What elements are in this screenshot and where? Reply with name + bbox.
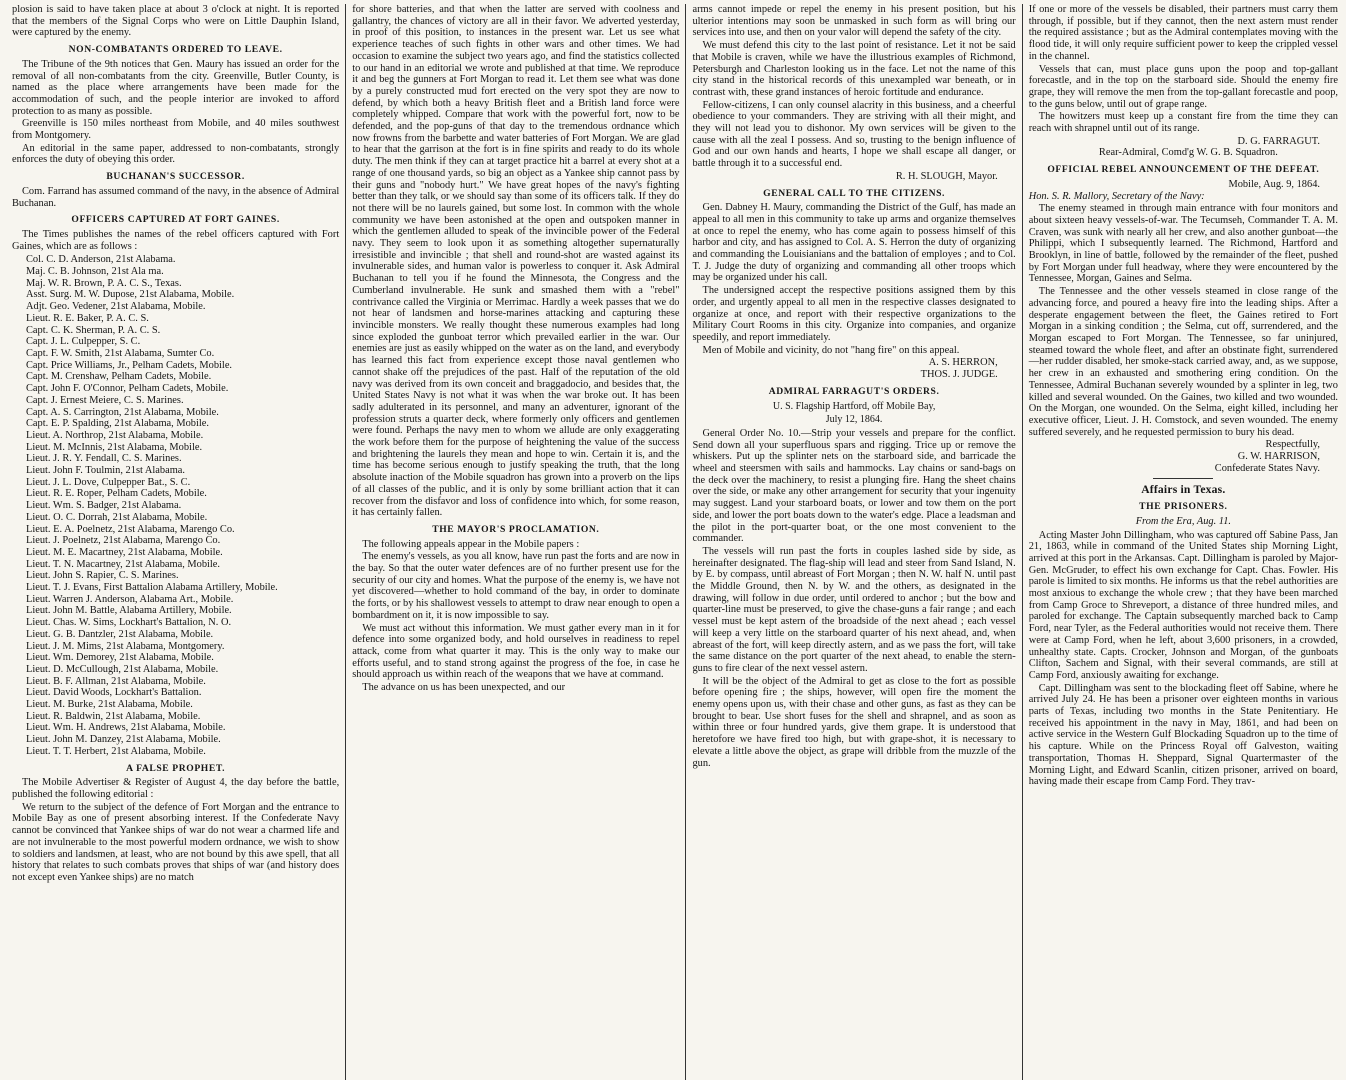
paragraph: Vessels that can, must place guns upon the poop and top-gallant forecastle, and in the top on the starboard side. Should the enemy fire grape, they will remove the men from the top-gallant forecastle and poop, to the guns below, until out of grape range. (1028, 63, 1338, 110)
list-item: Lieut. T. N. Macartney, 21st Alabama, Mobile. (26, 558, 221, 570)
list-item: Lieut. John M. Battle, Alabama Artillery, Mobile. (26, 605, 232, 617)
signature-herron: A. S. HERRON, (928, 357, 998, 369)
column-1 (6, 4, 345, 1080)
rebel-dateline: Mobile, Aug. 9, 1864. (1228, 178, 1320, 190)
list-item: Capt. M. Crenshaw, Pelham Cadets, Mobile. (26, 371, 212, 383)
heading-noncombatants: NON-COMBATANTS ORDERED TO LEAVE. (68, 44, 283, 56)
divider (1153, 478, 1213, 479)
list-item: Lieut. David Woods, Lockhart's Battalion. (26, 687, 202, 699)
list-item: Lieut. D. McCullough, 21st Alabama, Mobile. (26, 663, 219, 675)
paragraph: The Tribune of the 9th notices that Gen. Maury has issued an order for the removal of all non-combatants from the city. Greenville, Butler County, is named as the place where arrangements have been made for the accommodation of such, and the people interior are invoked to afford protection to as many as possible. (12, 58, 340, 117)
heading-officers-captured: OFFICERS CAPTURED AT FORT GAINES. (71, 214, 280, 226)
list-item: Col. C. D. Anderson, 21st Alabama. (26, 254, 176, 266)
paragraph: The advance on us has been unexpected, and our (362, 682, 566, 694)
list-item: Lieut. G. B. Dantzler, 21st Alabama, Mobile. (26, 628, 214, 640)
paragraph: arms cannot impede or repel the enemy in his present position, but his ulterior intentions may soon be unmasked in such form as will bring our services into use, and then on your valor will depend the safety of the city. (692, 4, 1016, 39)
heading-affairs-in-texas: Affairs in Texas. (1141, 483, 1226, 497)
dateline-date: July 12, 1864. (825, 414, 883, 426)
signature-farragut-title: Rear-Admiral, Comd'g W. G. B. Squadron. (1098, 147, 1278, 159)
list-item: Capt. E. P. Spalding, 21st Alabama, Mobile. (26, 418, 209, 430)
list-item: Lieut. R. E. Roper, Pelham Cadets, Mobile. (26, 488, 207, 500)
heading-mayors-proclamation: THE MAYOR'S PROCLAMATION. (432, 523, 600, 535)
signature-farragut: D. G. FARRAGUT. (1237, 135, 1320, 147)
paragraph: Com. Farrand has assumed command of the navy, in the absence of Admiral Buchanan. (12, 185, 340, 209)
paragraph: An editorial in the same paper, addressed to non-combatants, strongly enforces the duty of obeying this order. (12, 142, 340, 166)
list-item: Capt. C. K. Sherman, P. A. C. S. (26, 324, 161, 336)
paragraph: Fellow-citizens, I can only counsel alacrity in this business, and a cheerful obedience to your commanders. They are striving with all their might, and they will not lead you to dishonor. My own services will be given to the cause with all the zeal I possess. And so, trusting to the benign influence of God and our own hands and hearts, I hope we shall escape all danger, or battle through it to a successful end. (692, 99, 1016, 170)
list-item: Lieut. T. T. Herbert, 21st Alabama, Mobile. (26, 745, 206, 757)
list-item: Capt. A. S. Carrington, 21st Alabama, Mobile. (26, 406, 219, 418)
list-item: Lieut. J. L. Dove, Culpepper Bat., S. C. (26, 476, 191, 488)
list-item: Capt. John F. O'Connor, Pelham Cadets, Mobile. (26, 383, 229, 395)
paragraph: The enemy's vessels, as you all know, have run past the forts and are now in the bay. So that the outer water defences are of no further present use for the security of our city and homes. What the purpose of the enemy is, we have not yet discovered—whether to hold command of the bay, in order to dominate the forts, or by his shallowest vessels to attempt to draw near enough to open a bombardment on it, it is now impossible to say. (352, 551, 680, 621)
heading-false-prophet: A FALSE PROPHET. (126, 762, 226, 774)
list-item: Lieut. J. R. Y. Fendall, C. S. Marines. (26, 453, 182, 465)
paragraph: If one or more of the vessels be disabled, their partners must carry them through, if possible, but if they cannot, then the next astern must render the required assistance ; but as the Admiral contemplates moving with the flood tide, it will only require sufficient power to keep the crippled vessel in the channel. (1028, 4, 1338, 62)
list-item: Lieut. B. F. Allman, 21st Alabama, Mobile. (26, 675, 206, 687)
list-item: Asst. Surg. M. W. Dupose, 21st Alabama, Mobile. (26, 289, 235, 301)
paragraph: We must act without this information. We must gather every man in it for defence into some organized body, and hold ourselves in readiness to repel attack, come from what quarter it may. This is the only way to make our efforts useful, and to stand strong against the progress of the foe, in case he should approach us within reach of the weapons that we have at command. (352, 622, 680, 681)
paragraph: The Tennessee and the other vessels steamed in close range of the advancing force, and poured a heavy fire into the leading ships. After a desperate engagement between the fleet, the Gaines retired to Fort Morgan in a sinking condition ; the Selma, cut off, surrendered, and the Morgan escaped to Fort Morgan. The Tennessee, so far uninjured, steamed toward the whole fleet, and after an obstinate fight, surrendered—her rudder disabled, her smoke-stack carried away, and, as we suppose, her crew in an exhausted and smothering ering condition. On the Tennessee, Admiral Buchanan severely wounded by a splinter in leg, two killed and several wounded. On the Gaines, two killed and two wounded. On the Morgan, one wounded. On the Selma, eight killed, including her executive officer, Lieut. J. H. Comstock, and seven wounded. The enemy suffered severely, and he requested permission to bury his dead. (1028, 286, 1338, 438)
paragraph: Gen. Dabney H. Maury, commanding the District of the Gulf, has made an appeal to all men in this community to take up arms and organize themselves at once to repel the enemy, who has come again to possess himself of this harbor and city, and has assigned to Col. A. S. Herron the duty of organizing and commanding the Louisianians and the battalion of employes ; and to Col. T. J. Judge the duty of organizing and commanding all other troops which may be organized under his call. (692, 202, 1016, 284)
paragraph: The howitzers must keep up a constant fire from the time they can reach with shrapnel until out of its range. (1028, 111, 1338, 135)
list-item: Maj. W. R. Brown, P. A. C. S., Texas. (26, 277, 182, 289)
list-item: Lieut. John M. Danzey, 21st Alabama, Mobile. (26, 734, 221, 746)
paragraph: It will be the object of the Admiral to get as close to the fort as possible before opening fire ; the ships, however, will open fire the moment the enemy opens upon us, with their chase and other guns, as fast as they can be brought to bear. Use short fuses for the shell and shrapnel, and as soon as within three or four hundred yards, give them grape. It is understood that heretofore we have fired too high, but with grape-shot, it is necessary to elevate a little above the object, as grape will dribble from the muzzle of the gun. (692, 675, 1016, 769)
list-item: Lieut. E. A. Poelnetz, 21st Alabama, Marengo Co. (26, 523, 235, 535)
rebel-salutation: Hon. S. R. Mallory, Secretary of the Navy: (1028, 190, 1205, 202)
paragraph: Capt. Dillingham was sent to the blockading fleet off Sabine, where he arrived July 24. He has been a prisoner over eighteen months in various parts of Texas, including two months in the State Penitentiary. He received his appointment in the navy in May, 1861, and had been on active service in the Western Gulf Blockading Squadron up to the time of his capture. While on the Princess Royal off Galveston, waiting transportation, Thomas H. Sheppard, Signal Quartermaster of the Morning Light, and Edward Scanlin, citizen prisoner, arrived on board, having made their escape from Camp Ford. They trav- (1028, 682, 1338, 788)
heading-successor: BUCHANAN'S SUCCESSOR. (106, 171, 245, 183)
heading-rebel-announcement: OFFICIAL REBEL ANNOUNCEMENT OF THE DEFEAT. (1047, 164, 1320, 176)
list-item: Lieut. O. C. Dorrah, 21st Alabama, Mobile. (26, 511, 208, 523)
list-item: Lieut. John S. Rapier, C. S. Marines. (26, 570, 179, 582)
list-item: Lieut. A. Northrop, 21st Alabama, Mobile. (26, 429, 204, 441)
list-item: Lieut. M. E. Macartney, 21st Alabama, Mobile. (26, 546, 223, 558)
heading-farragut-orders: ADMIRAL FARRAGUT'S ORDERS. (768, 385, 940, 397)
source-line: From the Era, Aug. 11. (1135, 515, 1232, 527)
list-item: Lieut. Wm. Demorey, 21st Alabama, Mobile. (26, 652, 214, 664)
paragraph: The Times publishes the names of the rebel officers captured with Fort Gaines, which are as follows : (12, 228, 340, 252)
list-item: Lieut. Wm. H. Andrews, 21st Alabama, Mobile. (26, 722, 226, 734)
signature-judge: THOS. J. JUDGE. (920, 369, 998, 381)
paragraph: We return to the subject of the defence of Fort Morgan and the entrance to Mobile Bay as one of present absorbing interest. If the Confederate Navy cannot be convinced that Yankee ships of war do not wear a charmed life and are not invulnerable to the most powerful modern ordnance, we wish to show to soldiers and landsmen, at least, who are not bound by this awe spell, that all history that relates to such combats proves that ships of war (and history does not except even Yankee ships) are no match (12, 801, 340, 883)
paragraph: The vessels will run past the forts in couples lashed side by side, as hereinafter designated. The flag-ship will lead and steer from Sand Island, N. by E. by compass, until abreast of Fort Morgan ; then N. W. half N. until past the Middle Ground, then N. by W. and the others, as designated in the drawing, will follow in due order, until ordered to anchor ; but the bow and quarter-line must be preserved, to give the chase-guns a fair range ; and each vessel must be kept astern of the broadside of the next ahead ; each vessel will keep a very little on the starboard quarter of his next ahead, and, when abreast of the fort, will keep directly astern, and as we pass the fort, will take the same distance on the port quarter of the next ahead, to enable the stern-guns to fire clear of the next vessel astern. (692, 545, 1016, 674)
paragraph: The enemy steamed in through main entrance with four monitors and about sixteen heavy vessels-of-war. The Tecumseh, Commander T. A. M. Craven, was sunk with nearly all her crew, and also another gunboat—the Philippi, which I subsequently learned. The Richmond, Hartford and Brooklyn, in line of battle, followed by the remainder of the fleet, pushed by Fort Morgan under full headway, where they were encountered by the Tennessee, Morgan, Gaines and Selma. (1028, 203, 1338, 285)
list-item: Lieut. Chas. W. Sims, Lockhart's Battalion, N. O. (26, 617, 232, 629)
heading-general-call: GENERAL CALL TO THE CITIZENS. (763, 187, 946, 199)
closing: Respectfully, (1265, 439, 1320, 451)
paragraph: We must defend this city to the last point of resistance. Let it not be said that Mobile is craven, while we have the illustrious examples of Richmond, Petersburgh and Charleston looking us in the face. Let not the name of this city stand in the historical records of this unexampled war beneath, or in contrast with, these grand instances of heroic fortitude and endurance. (692, 40, 1016, 98)
heading-prisoners: THE PRISONERS. (1139, 501, 1228, 513)
list-item: Capt. Price Williams, Jr., Pelham Cadets, Mobile. (26, 359, 233, 371)
paragraph: Acting Master John Dillingham, who was captured off Sabine Pass, Jan 21, 1863, while in command of the United States ship Morning Light, arrived at this port in the Arkansas. Capt. Dillingham is paroled by Major-Gen. McGruder, to effect his own exchange for Capt. Chas. Fowler. His parole is limited to six months. He informs us that the rebel authorities are most anxious to exchange the whole crew ; that they have been marched from Camp Groce to Shreveport, a distance of three hundred miles, and paroled for exchange. The Captain subsequently marched back to Camp Ford, near Tyler, as the Federal authorities would not receive them. There were at Camp Ford, when he left, about 3,600 prisoners, in a crowded, unhealthy state. Capts. Crocker, Johnson and Morgan, of the gunboats Clifton, Sachem and Signal, with their several commands, are still at Camp Ford, anxiously awaiting for exchange. (1028, 529, 1338, 681)
article-continuation: plosion is said to have taken place at about 3 o'clock at night. It is reported that the members of the Signal Corps who were on Little Dauphin Island, were captured by the enemy. (12, 4, 340, 39)
signature-harrison-title: Confederate States Navy. (1214, 462, 1320, 474)
officers-list (12, 254, 339, 757)
column-2 (346, 4, 685, 1080)
signature-harrison: G. W. HARRISON, (1237, 451, 1320, 463)
paragraph: The Mobile Advertiser & Register of August 4, the day before the battle, published the following editorial : (12, 777, 340, 800)
column-3 (686, 4, 1021, 1080)
paragraph: Men of Mobile and vicinity, do not "hang fire" on this appeal. (702, 344, 960, 356)
list-item: Capt. J. Ernest Meiere, C. S. Marines. (26, 394, 184, 406)
paragraph: General Order No. 10.—Strip your vessels and prepare for the conflict. Send down all your superfluous spars and rigging. Trice up or remove the whiskers. Put up the splinter nets on the starboard side, and barricade the wheel and steersmen with sails and hammocks. Lay chains or sand-bags on the deck over the machinery, to resist a plunging fire. Hang the sheet chains over the side, or make any other arrangement for security that your ingenuity may suggest. Land your starboard boats, or lower and tow them on the port side, and lower the port boats down to the water's edge. Place a leadsman and the pilot in the port-quarter boat, or the one most convenient to the commander. (692, 427, 1016, 545)
list-item: Lieut. J. M. Mims, 21st Alabama, Montgomery. (26, 640, 225, 652)
paragraph: The following appeals appear in the Mobile papers : (362, 538, 580, 550)
list-item: Lieut. J. Poelnetz, 21st Alabama, Marengo Co. (26, 535, 221, 547)
dateline-flagship: U. S. Flagship Hartford, off Mobile Bay, (772, 400, 936, 412)
list-item: Adjt. Geo. Vedener, 21st Alabama, Mobile. (26, 301, 206, 313)
list-item: Lieut. R. E. Baker, P. A. C. S. (26, 312, 149, 324)
column-4 (1023, 4, 1344, 1080)
list-item: Capt. F. W. Smith, 21st Alabama, Sumter Co. (26, 347, 215, 359)
list-item: Capt. J. L. Culpepper, S. C. (26, 336, 141, 348)
paragraph: Greenville is 150 miles northeast from Mobile, and 40 miles southwest from Montgomery. (12, 118, 340, 142)
list-item: Lieut. T. J. Evans, First Battalion Alabama Artillery, Mobile. (26, 582, 278, 594)
list-item: Lieut. R. Baldwin, 21st Alabama, Mobile. (26, 710, 201, 722)
paragraph: The undersigned accept the respective positions assigned them by this order, and urgently appeal to all men in the respective classes designated to organize at once, and report with their respective organizations to the Military Court Rooms in this city. Organize into companies, and organize speedily, and report immediately. (692, 285, 1016, 343)
signature-mayor: R. H. SLOUGH, Mayor. (895, 170, 998, 182)
list-item: Lieut. John F. Toulmin, 21st Alabama. (26, 465, 186, 477)
paragraph: for shore batteries, and that when the latter are served with coolness and gallantry, the chances of victory are all in their favor. We adverted yesterday, in proof of this position, to instances in the present war. Let us see what experience teaches of such fights in other wars and other times. We had occasion to examine the subject two years ago, and find the statistics collected to our hand in an editorial we wrote and published at that time. We reproduce it and beg the gunners at Fort Morgan to read it. Let them see what was done by a purely constructed mud fort erected on the very spot they are now to defend, by which both a heavy British fleet and a British land force were completely whipped. Compare that work with the powerful fort, now to be defended, and the pop-guns of that day to the tremendous ordnance which now frowns from the barbette and water batteries of Fort Morgan. We are glad to hear that the garrison at the fort is in fine spirits and ready to do its whole duty. The men think if they can at target practice hit a barrel at every shot at a range of one thousand yards, so big an object as a Yankee ship cannot pass by their guns and "nobody hurt." We have great hopes of the navy's fighting better than they talk, or we should say than some of its officers talk. If they do not there will be no laurels gained, but some lost. In common with the whole community we have been astonished at the open and outspoken manner in which the gentlemen alluded to speak of the invincible power of the Federal navy. They seem to look upon it as something altogether supernaturally irresistible and invincible ; that shell and round-shot are wasted against its invulnerable sides, and human valor is powerless to conquer it. Ask Admiral Buchanan to tell you if he found the Minnesota, the Congress and the Cumberland invulnerable. He sunk and smashed them with a "rebel" contrivance called the Virginia or Merrimac. Hardly a week passes that we do not hear of landsmen and horse-marines attacking and capturing these invincible monsters. We really thought these numerous examples had long since exploded the gunboat terror which prevailed earlier in the war. Our enemies are just as easily whipped on the water as on the land, and everybody has learned this fact from experience except those naval gentlemen who cannot shake off the prejudices of the past. Half of the reputation of the old navy was derived from its own conceit and braggadocio, and besides that, the United States Navy is not what it was when the war broke out. It has been sadly adulterated in its personnel, and many an adventurer, ignorant of the profession struts a quarter deck, where formerly only officers and gentlemen were found. Perhaps the navy men to whom we allude are only exaggerating the work before them for the purpose of heightening the value of the success and brightening the laurels they mean and hope to win. Certain it is, and the time has become serious enough to justify speaking the truth, that the long absolute inaction of the Mobile squadron has grown into a proverb on the lips of all classes of the public, and it is only by some brilliant action that it can recover from the disfavor and loss of confidence into which, for some reason, it has certainly fallen. (352, 4, 680, 519)
list-item: Lieut. M. McInnis, 21st Alabama, Mobile. (26, 441, 203, 453)
list-item: Lieut. M. Burke, 21st Alabama, Mobile. (26, 699, 193, 711)
list-item: Maj. C. B. Johnson, 21st Ala ma. (26, 266, 164, 278)
list-item: Lieut. Warren J. Anderson, Alabama Art., Mobile. (26, 593, 234, 605)
list-item: Lieut. Wm. S. Badger, 21st Alabama. (26, 500, 182, 512)
